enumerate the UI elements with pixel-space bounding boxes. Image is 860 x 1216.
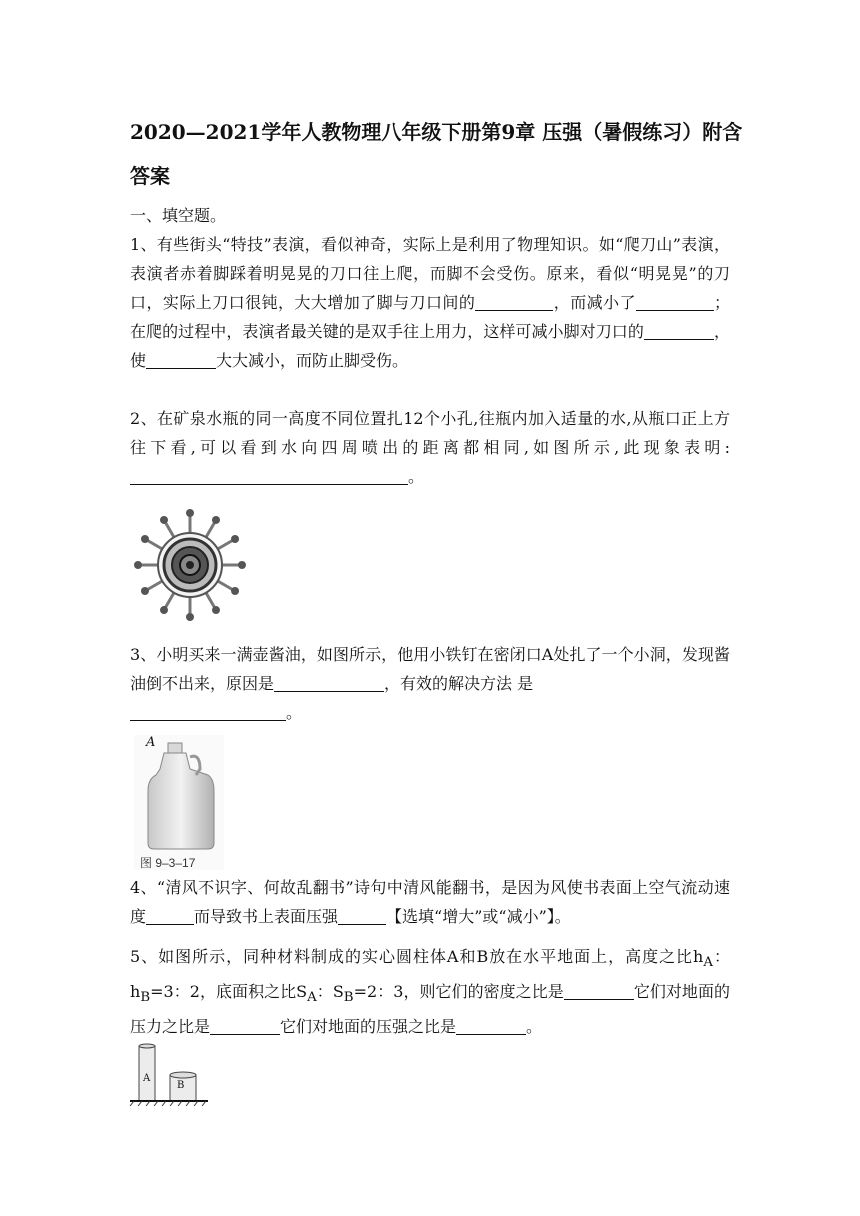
q4-text-b: 而导致书上表面压强 — [194, 907, 339, 926]
q1-text-a: 1、有些街头“特技”表演，看似神奇，实际上是利用了物理知识。如“爬刀山”表演，表演者赤着脚踩着明晃晃的刀口往上爬，而脚不会受伤。原来，看似“明晃晃”的刀口，实际上刀口很钝，大大增加了脚与刀口间的 — [130, 235, 730, 312]
water-jet-tip — [231, 535, 239, 543]
q1-text-d: ，使 — [130, 322, 730, 370]
q4-text-c: 【选填“增大”或“减小”】。 — [386, 907, 571, 926]
section-heading: 一、填空题。 — [130, 206, 227, 225]
q4-blank-1[interactable] — [146, 906, 194, 925]
q3-blank-1[interactable] — [274, 673, 384, 692]
q4-text-a: 4、“清风不识字、何故乱翻书”诗句中清风能翻书，是因为风使书表面上空气流动速度 — [130, 878, 730, 926]
q2-text-a: 2、在矿泉水瓶的同一高度不同位置扎12个小孔,往瓶内加入适量的水,从瓶口正上方往下看,可以看到水向四周喷出的距离都相同,如图所示,此现象表明: — [130, 409, 730, 457]
question-1 — [130, 230, 730, 375]
water-jet-tip — [160, 606, 168, 614]
question-3 — [130, 640, 730, 727]
water-jet-tip — [160, 516, 168, 524]
soy-sauce-jug-figure — [134, 735, 224, 870]
water-jet-tip — [186, 509, 194, 517]
q5-text-a: 5、如图所示，同种材料制成的实心圆柱体A和B放在水平地面上，高度之比h — [130, 947, 704, 966]
water-jet-tip — [212, 516, 220, 524]
water-jet-tip — [231, 587, 239, 595]
q3-text-a: 3、小明买来一满壶酱油，如图所示，他用小铁钉在密闭口A处扎了一个小洞，发现酱油倒不出来，原因是 — [130, 645, 730, 693]
q1-blank-4[interactable] — [146, 350, 216, 369]
q5-text-e: =2：3，则它们的密度之比是 — [353, 982, 564, 1002]
figure-caption: 图 9–3–17 — [140, 856, 196, 870]
cylinder-b-label: B — [177, 1080, 185, 1091]
water-jet-tip — [238, 561, 246, 569]
q1-blank-3[interactable] — [644, 321, 714, 340]
q5-sub-b-2: B — [343, 990, 354, 1006]
q5-sub-a-1: A — [703, 955, 713, 971]
q5-sub-b-1: B — [140, 990, 151, 1006]
q5-text-h: 。 — [526, 1017, 543, 1037]
q5-text-d: ：S — [316, 982, 344, 1002]
q1-blank-1[interactable] — [475, 292, 553, 311]
q1-text-b: ，而减小了 — [553, 293, 636, 312]
q1-blank-2[interactable] — [636, 292, 714, 311]
water-jet-tip — [141, 587, 149, 595]
water-jet-tip — [186, 613, 194, 621]
q5-text-f: 它们对地面的压力之比是 — [130, 982, 730, 1037]
cylinder-a-label: A — [143, 1073, 151, 1084]
q1-text-c: ；在爬的过程中，表演者最关键的是双手往上用力，这样可减小脚对刀口的 — [130, 293, 730, 341]
question-2 — [130, 404, 730, 491]
q2-text-b: 。 — [408, 467, 425, 486]
cylinders-figure — [128, 1043, 210, 1107]
document-title: 2020—2021学年人教物理八年级下册第9章 压强（暑假练习）附含答案 — [130, 120, 743, 188]
q5-blank-3[interactable] — [456, 1016, 526, 1035]
q1-text-e: 大大减小，而防止脚受伤。 — [216, 351, 409, 370]
water-jet-tip — [141, 535, 149, 543]
q5-blank-1[interactable] — [564, 981, 634, 1000]
jug-point-label: A — [146, 735, 156, 750]
q5-text-g: 它们对地面的压强之比是 — [280, 1017, 457, 1037]
water-jets-figure — [128, 505, 253, 625]
q5-text-b: ：h — [130, 947, 730, 1002]
q3-text-c: 。 — [286, 703, 303, 722]
q5-blank-2[interactable] — [210, 1016, 280, 1035]
question-4 — [130, 873, 730, 931]
q4-blank-2[interactable] — [338, 906, 386, 925]
water-jet-tip — [212, 606, 220, 614]
question-5 — [130, 942, 730, 1041]
water-jet-tip — [134, 561, 142, 569]
q3-text-b: ，有效的解决方法 是 — [384, 674, 534, 693]
q5-text-c: =3：2，底面积之比S — [150, 982, 308, 1002]
q3-blank-2[interactable] — [130, 702, 286, 721]
q5-sub-a-2: A — [307, 990, 317, 1006]
q2-blank-1[interactable] — [130, 466, 408, 485]
